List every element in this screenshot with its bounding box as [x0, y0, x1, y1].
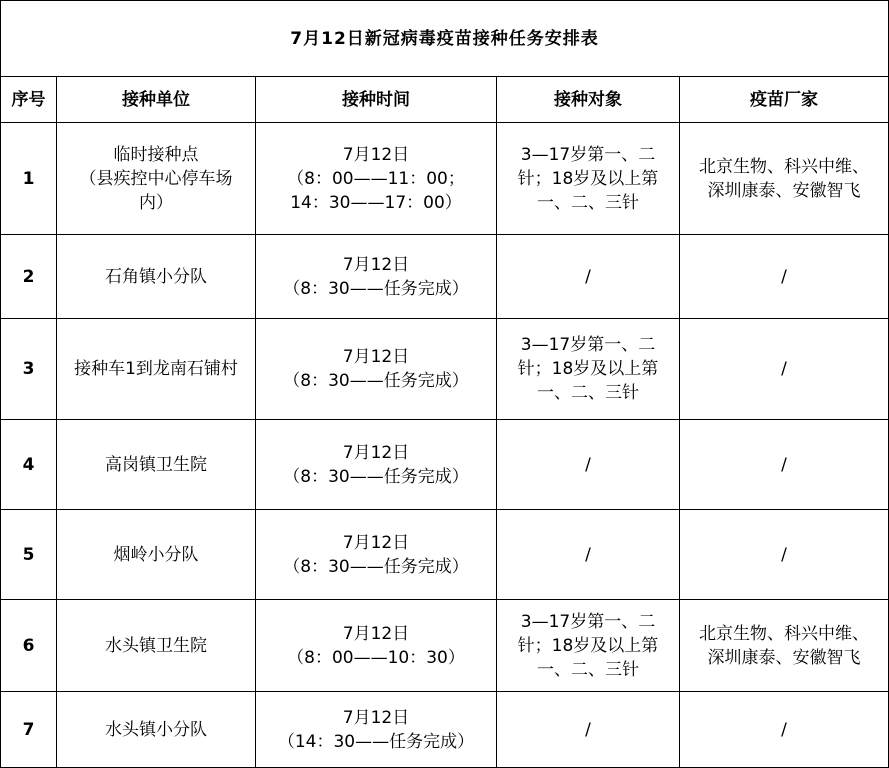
cell-target-line: 3—17岁第一、二: [520, 144, 656, 165]
cell-time-line: 7月12日: [342, 442, 410, 463]
cell-serial: 1: [1, 123, 57, 235]
cell-target-line: /: [585, 544, 591, 565]
table-row: [1, 692, 889, 768]
cell-vendor-line: 北京生物、科兴中维、: [699, 156, 870, 177]
cell-target: [497, 510, 680, 600]
cell-time-line: 14：30——17：00）: [290, 192, 462, 213]
cell-time: [256, 692, 497, 768]
cell-target-line: /: [585, 719, 591, 740]
cell-vendor: [680, 235, 889, 319]
cell-target: [497, 319, 680, 420]
cell-unit-line: 石角镇小分队: [105, 266, 207, 287]
cell-vendor: [680, 319, 889, 420]
cell-target-line: 针；18岁及以上第: [517, 168, 659, 189]
cell-serial: 6: [1, 600, 57, 692]
cell-target-line: 3—17岁第一、二: [520, 335, 656, 355]
cell-time-line: （8：30——任务完成）: [283, 466, 469, 487]
cell-target-line: 针；18岁及以上第: [517, 359, 659, 379]
cell-time-line: 7月12日: [342, 532, 410, 553]
cell-unit: [57, 235, 256, 319]
cell-unit: [57, 319, 256, 420]
cell-unit-line: （县疾控中心停车场: [79, 168, 233, 189]
cell-unit: [57, 420, 256, 510]
cell-unit: [57, 692, 256, 768]
cell-serial: 2: [1, 235, 57, 319]
cell-time: [256, 123, 497, 235]
cell-unit-line: 接种车1到龙南石铺村: [74, 359, 238, 379]
cell-unit-line: 烟岭小分队: [113, 544, 199, 565]
cell-time-line: （8：30——任务完成）: [283, 556, 469, 577]
header-target: 接种对象: [497, 77, 680, 123]
header-unit: 接种单位: [57, 77, 256, 123]
cell-target: [497, 600, 680, 692]
cell-vendor-line: /: [781, 544, 787, 565]
cell-unit-line: 高岗镇卫生院: [105, 454, 207, 475]
cell-vendor: [680, 123, 889, 235]
cell-target: [497, 692, 680, 768]
cell-unit: [57, 510, 256, 600]
cell-vendor-line: /: [781, 719, 787, 740]
cell-target-line: 一、二、三针: [537, 192, 639, 213]
cell-time-line: （8：30——任务完成）: [283, 371, 469, 391]
cell-time-line: 7月12日: [342, 347, 410, 367]
header-row: [1, 77, 889, 123]
cell-target: [497, 235, 680, 319]
cell-target-line: 3—17岁第一、二: [520, 611, 656, 632]
cell-vendor: [680, 510, 889, 600]
table-row: [1, 123, 889, 235]
cell-target: [497, 420, 680, 510]
cell-serial: 4: [1, 420, 57, 510]
header-serial: 序号: [1, 77, 57, 123]
table-row: [1, 235, 889, 319]
cell-vendor-line: 深圳康泰、安徽智飞: [707, 180, 861, 201]
cell-vendor-line: /: [781, 359, 787, 379]
cell-unit: [57, 600, 256, 692]
table-row: [1, 600, 889, 692]
cell-vendor-line: 北京生物、科兴中维、: [699, 623, 870, 644]
cell-serial: 7: [1, 692, 57, 768]
cell-vendor: [680, 692, 889, 768]
cell-target-line: 针；18岁及以上第: [517, 635, 659, 656]
cell-vendor: [680, 600, 889, 692]
header-vendor: 疫苗厂家: [680, 77, 889, 123]
cell-time: [256, 420, 497, 510]
table-title: 7月12日新冠病毒疫苗接种任务安排表: [1, 1, 889, 77]
header-time: 接种时间: [256, 77, 497, 123]
cell-time-line: （8：30——任务完成）: [283, 278, 469, 299]
cell-target-line: /: [585, 266, 591, 287]
cell-unit-line: 水头镇卫生院: [105, 635, 207, 656]
cell-time-line: （8：00——11：00；: [287, 168, 465, 189]
cell-vendor: [680, 420, 889, 510]
cell-time-line: 7月12日: [342, 707, 410, 728]
cell-target-line: /: [585, 454, 591, 475]
table-row: [1, 420, 889, 510]
cell-vendor-line: /: [781, 266, 787, 287]
cell-unit-line: 水头镇小分队: [105, 719, 207, 740]
cell-time-line: 7月12日: [342, 623, 410, 644]
cell-target-line: 一、二、三针: [537, 659, 639, 680]
cell-serial: 5: [1, 510, 57, 600]
cell-serial: 3: [1, 319, 57, 420]
cell-unit: [57, 123, 256, 235]
cell-vendor-line: /: [781, 454, 787, 475]
cell-unit-line: 内）: [139, 192, 173, 213]
cell-target-line: 一、二、三针: [537, 383, 639, 403]
cell-target: [497, 123, 680, 235]
cell-time: [256, 235, 497, 319]
cell-vendor-line: 深圳康泰、安徽智飞: [707, 647, 861, 668]
cell-time-line: 7月12日: [342, 254, 410, 275]
cell-unit-line: 临时接种点: [113, 144, 199, 165]
cell-time-line: 7月12日: [342, 144, 410, 165]
cell-time: [256, 510, 497, 600]
cell-time: [256, 319, 497, 420]
cell-time-line: （14：30——任务完成）: [277, 731, 475, 752]
table-row: [1, 319, 889, 420]
cell-time: [256, 600, 497, 692]
cell-time-line: （8：00——10：30）: [287, 647, 465, 668]
table-row: [1, 510, 889, 600]
